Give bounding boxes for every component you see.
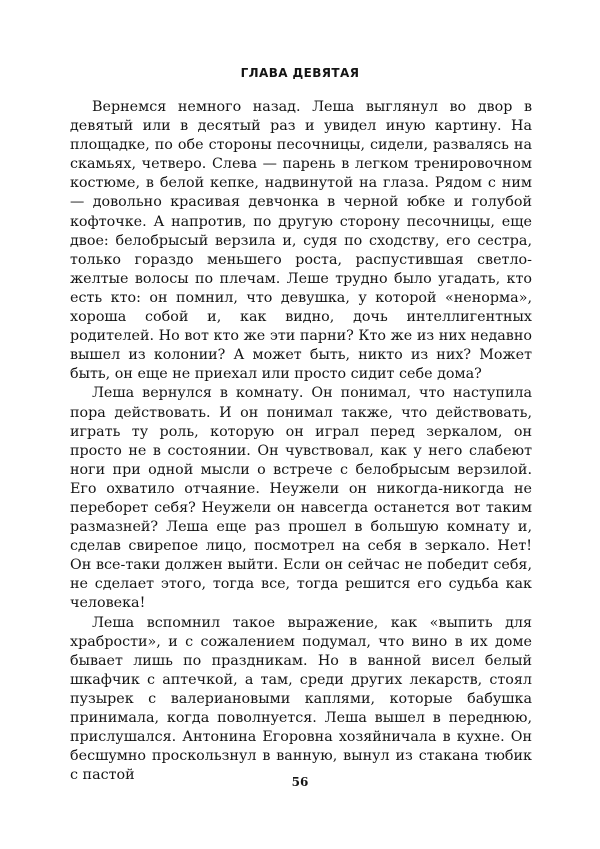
paragraph-1: Вернемся немного назад. Леша выглянул во двор в девятый или в десятый раз и увидел иную картину. На площадке, по обе стороны песочницы, сидели, развалясь на скамьях, четверо. Слева — парень в легком тренировочном костюме, в белой кепке, надвинутой на глаза. Рядом с ним — довольно красивая девчонка в черной юбке и голубой кофточке. А напротив, по другую сторону песочницы, еще двое: белобрысый верзила и, судя по сходству, его сестра, только гораздо меньшего роста, распустившая светло-желтые волосы по плечам. Леше трудно было угадать, кто есть кто: он помнил, что девушка, у которой «ненорма», хороша собой и, как видно, дочь интеллигентных родителей. Но вот кто же эти парни? Кто же из них недавно вышел из колонии? А может быть, никто из них? Может быть, он еще не приехал или просто сидит себе дома? (70, 99, 532, 383)
paragraph-2: Леша вернулся в комнату. Он понимал, что наступила пора действовать. И он понимал также, что действовать, играть ту роль, которую он играл перед зеркалом, он просто не в состоянии. Он чувствовал, как у него слабеют ноги при одной мысли о встрече с белобрысым верзилой. Его охватило отчаяние. Неужели он никогда-никогда не переборет себя? Неужели он навсегда останется вот таким размазней? Леша еще раз прошел в большую комнату и, сделав свирепое лицо, посмотрел на себя в зеркало. Нет! Он все-таки должен выйти. Если он сейчас не победит себя, не сделает этого, тогда все, тогда решится его судьба как человека! (70, 385, 532, 612)
body-text (70, 98, 532, 785)
chapter-title: ГЛАВА ДЕВЯТАЯ (240, 66, 360, 80)
page-number: 56 (291, 775, 309, 789)
paragraph-3: Леша вспомнил такое выражение, как «выпить для храбрости», и с сожалением подумал, что вино в их доме бывает лишь по праздникам. Но в ванной висел белый шкафчик с аптечкой, а там, среди других лекарств, стоял пузырек с валериановыми каплями, которые бабушка принимала, когда поволнуется. Леша вышел в переднюю, прислушался. Антонина Егоровна хозяйничала в кухне. Он бесшумно проскользнул в ванную, вынул из стакана тюбик с пастой (70, 614, 532, 784)
